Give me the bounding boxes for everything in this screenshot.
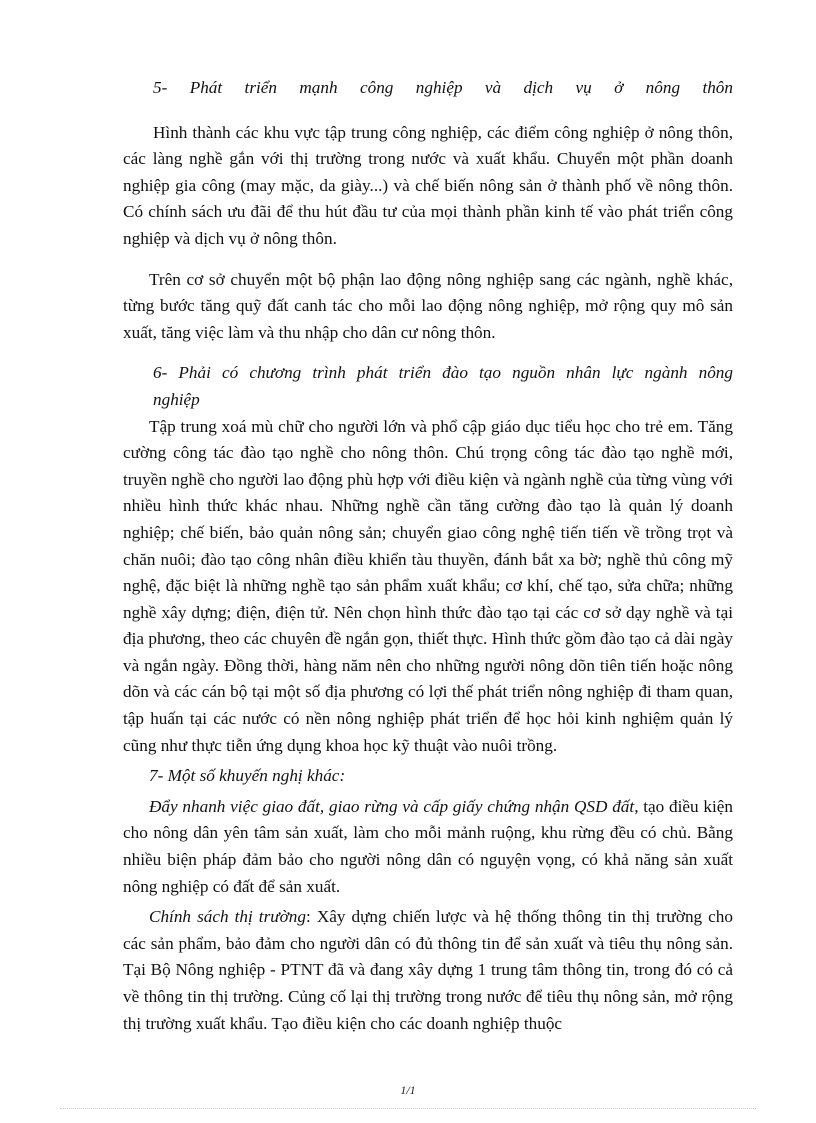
paragraph-industry-rural: Hình thành các khu vực tập trung công nghiệp, các điểm công nghiệp ở nông thôn, các làng nghề gắn với thị trường trong nước và xuất khẩu. Chuyển một phần doanh nghiệp gia công (may mặc, da giày...) và chế biến nông sản ở thành phố về nông thôn. Có chính sách ưu đãi để thu hút đầu tư của mọi thành phần kinh tế vào phát triển công nghiệp và dịch vụ ở nông thôn. [123, 122, 733, 248]
paragraph-training: Tập trung xoá mù chữ cho người lớn và phổ cập giáo dục tiểu học cho trẻ em. Tăng cường công tác đào tạo nghề cho nông thôn. Chú trọng công tác đào tạo nghề mới, truyền nghề cho người lao động phù hợp với điều kiện và ngành nghề của từng vùng với nhiều hình thức khác nhau. Những nghề cần tăng cường đào tạo là quản lý doanh nghiệp; chế biến, bảo quản nông sản; chuyển giao công nghệ tiến tiến về trồng trọt và chăn nuôi; đào tạo công nhân điều khiển tàu thuyền, đánh bắt xa bờ; nghề thủ công mỹ nghệ, đặc biệt là những nghề tạo sản phẩm xuất khẩu; cơ khí, chế tạo, sửa chữa; những nghề xây dựng; điện, điện tử. Nên chọn hình thức đào tạo tại các cơ sở dạy nghề và tại địa phương, theo các chuyên đề ngắn gọn, thiết thực. Hình thức gồm đào tạo cả dài ngày và ngắn ngày. Đồng thời, hàng năm nên cho những người nông dõn tiên tiến hoặc nông dõn và các cán bộ tại một số địa phương có lợi thế phát triển nông nghiệp đi tham quan, tập huấn tại các nước có nền nông nghiệp phát triển để học hỏi kinh nghiệm quản lý cũng như thực tiễn ứng dụng khoa học kỹ thuật vào nuôi trồng. [123, 416, 733, 755]
section-heading-6: 6- Phải có chương trình phát triển đào tạo nguồn nhân lực ngành nông nghiệp [153, 363, 733, 409]
paragraph-land-allocation [123, 794, 733, 900]
paragraph-labor-shift: Trên cơ sở chuyển một bộ phận lao động nông nghiệp sang các ngành, nghề khác, từng bước tăng quỹ đất canh tác cho mỗi lao động nông nghiệp, mở rộng quy mô sản xuất, tăng việc làm và thu nhập cho dân cư nông thôn. [123, 269, 733, 342]
market-policy-text: : Xây dựng chiến lược và hệ thống thông tin thị trường cho các sản phẩm, bảo đảm cho người dân có đủ thông tin để sản xuất và tiêu thụ nông sản. Tại Bộ Nông nghiệp - PTNT đã và đang xây dựng 1 trung tâm thông tin, trong đó có cả về thông tin thị trường. Củng cố lại thị trường trong nước để tiêu thụ nông sản, mở rộng thị trường xuất khẩu. Tạo điều kiện cho các doanh nghiệp thuộc [123, 907, 733, 1033]
section-heading-7: 7- Một số khuyến nghị khác: [149, 766, 346, 786]
page-number: 1/1 [400, 1083, 416, 1097]
land-allocation-lead: Đẩy nhanh việc giao đất, giao rừng và cấp giấy chứng nhận QSD đất [149, 796, 635, 816]
page-bottom-divider [60, 1108, 756, 1109]
paragraph-market-policy [123, 904, 733, 1037]
section-heading-5: 5- Phát triển mạnh công nghiệp và dịch vụ ở nông thôn [153, 78, 733, 97]
market-policy-lead: Chính sách thị trường [149, 907, 306, 927]
document-body [123, 75, 733, 1037]
land-allocation-text: , tạo điều kiện cho nông dân yên tâm sản xuất, làm cho mỗi mảnh ruộng, khu rừng đều có chủ. Bằng nhiều biện pháp đảm bảo cho người nông dân có nguyện vọng, có khả năng sản xuất nông nghiệp có đất để sản xuất. [123, 796, 733, 896]
